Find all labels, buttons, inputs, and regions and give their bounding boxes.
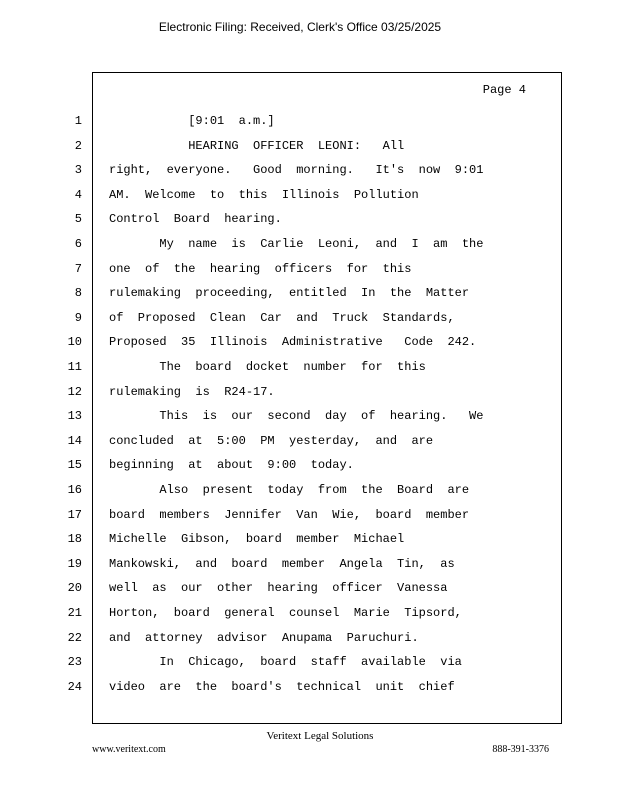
transcript-line-text: and attorney advisor Anupama Paruchuri. <box>109 630 419 645</box>
transcript-line-text: Also present today from the Board are <box>109 483 470 497</box>
transcript-line-text: one of the hearing officers for this <box>109 261 412 276</box>
transcript-line-text: My name is Carlie Leoni, and I am the <box>109 237 484 251</box>
transcript-line-text: Michelle Gibson, board member Michael <box>109 532 405 547</box>
line-number: 17 <box>67 507 82 522</box>
transcript-line-text: AM. Welcome to this Illinois Pollution <box>109 187 419 202</box>
line-number: 3 <box>74 163 82 178</box>
line-number: 22 <box>67 630 82 645</box>
line-number: 9 <box>74 310 82 325</box>
line-number: 21 <box>67 606 82 620</box>
transcript-line-text: Control Board hearing. <box>109 212 282 227</box>
transcript-line-text: [9:01 a.m.] <box>109 114 275 128</box>
line-number: 15 <box>67 458 82 473</box>
line-number: 5 <box>74 212 82 227</box>
line-number: 14 <box>67 433 82 448</box>
transcript-line-text: rulemaking is R24-17. <box>109 384 275 399</box>
line-number: 11 <box>67 360 82 374</box>
page-number: Page 4 <box>482 83 526 97</box>
transcript-line-text: In Chicago, board staff available via <box>109 655 462 670</box>
transcript-line-text: Horton, board general counsel Marie Tipsord, <box>109 606 462 620</box>
transcript-line-text: right, everyone. Good morning. It's now 9:01 <box>109 163 484 178</box>
line-number: 10 <box>67 335 82 350</box>
transcript-line-text: HEARING OFFICER LEONI: All <box>109 138 405 153</box>
footer-website: www.veritext.com <box>92 744 166 755</box>
transcript-line-text: of Proposed Clean Car and Truck Standards, <box>109 310 455 325</box>
transcript-line-text: Mankowski, and board member Angela Tin, as <box>109 556 455 571</box>
line-number: 12 <box>67 384 82 399</box>
transcript-line-text: rulemaking proceeding, entitled In the Matter <box>109 286 470 301</box>
line-number: 4 <box>74 187 82 202</box>
line-number: 24 <box>67 679 82 694</box>
line-number: 1 <box>74 114 82 128</box>
footer-phone: 888-391-3376 <box>492 744 549 755</box>
transcript-line-text: Proposed 35 Illinois Administrative Code 242. <box>109 335 477 350</box>
transcript-line-text: video are the board's technical unit chief <box>109 679 455 694</box>
transcript-line-text: concluded at 5:00 PM yesterday, and are <box>109 433 434 448</box>
line-number: 8 <box>74 286 82 301</box>
filing-stamp-header: Electronic Filing: Received, Clerk's Office 03/25/2025 <box>158 20 442 34</box>
line-number: 16 <box>67 483 82 497</box>
line-number: 2 <box>74 138 82 153</box>
line-number: 23 <box>67 655 82 670</box>
line-number: 18 <box>67 532 82 547</box>
line-number: 20 <box>67 581 82 596</box>
footer-company: Veritext Legal Solutions <box>266 730 374 742</box>
line-number: 19 <box>67 556 82 571</box>
transcript-line-text: The board docket number for this <box>109 360 426 374</box>
transcript-line-text: board members Jennifer Van Wie, board member <box>109 507 470 522</box>
line-number: 6 <box>74 237 82 251</box>
transcript-line-text: well as our other hearing officer Vanessa <box>109 581 448 596</box>
transcript-line-text: beginning at about 9:00 today. <box>109 458 354 473</box>
transcript-line-text: This is our second day of hearing. We <box>109 409 484 424</box>
line-number: 7 <box>74 261 82 276</box>
line-number: 13 <box>67 409 82 424</box>
